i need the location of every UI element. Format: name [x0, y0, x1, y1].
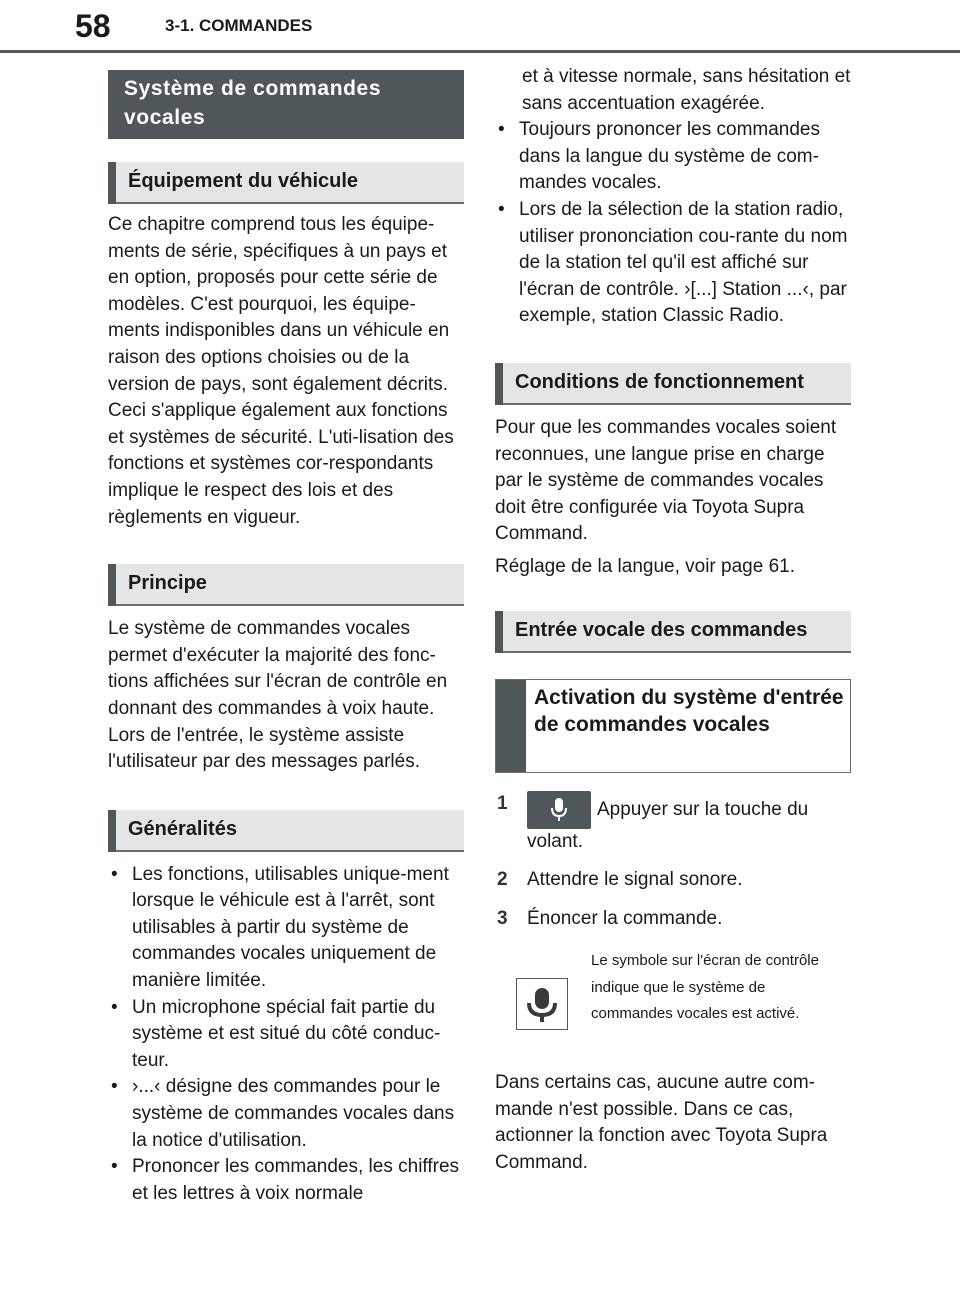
list-item: • Un microphone spécial fait partie du système et est situé du côté conduc-teur. — [108, 995, 464, 1075]
section-title: Système de commandes vocales — [108, 70, 464, 139]
step-item — [495, 906, 851, 933]
list-item: • Prononcer les commandes, les chiffres et les lettres à voix normale — [108, 1154, 464, 1207]
step-number: 1 — [497, 792, 508, 814]
box-accent-bar — [496, 680, 526, 772]
heading-conditions: Conditions de fonctionnement — [495, 363, 851, 405]
page-number: 58 — [75, 8, 111, 44]
step-text: Énoncer la commande. — [527, 907, 723, 929]
heading-equipment: Équipement du véhicule — [108, 162, 464, 204]
bullet-continuation: et à vitesse normale, sans hésitation et sans accentuation exagérée. — [522, 66, 851, 114]
chapter-title: 3-1. COMMANDES — [165, 16, 313, 35]
step-text: Appuyer sur la touche du volant. — [527, 798, 809, 852]
right-bullet-list — [495, 117, 851, 330]
general-bullet-list — [108, 862, 464, 1208]
note-text: Le symbole sur l'écran de contrôle indique que le système de commandes vocales est activé. — [591, 952, 819, 1023]
note-block — [495, 948, 851, 1060]
list-item: • Lors de la sélection de la station radio, utiliser prononciation cou-rante du nom de la station tel qu'il est affiché sur l'écran de contrôle. ›[...] Station ...‹, par exemple, station Classic Radio. — [495, 197, 851, 330]
left-column — [108, 70, 464, 1207]
step-item — [495, 791, 851, 856]
step-text: Attendre le signal sonore. — [527, 869, 743, 891]
heading-principle: Principe — [108, 564, 464, 606]
equipment-text: Ce chapitre comprend tous les équipe-ments de série, spécifiques à un pays et en option, proposés pour cette série de modèles. C'est pourquoi, les équipe-ments indisponibles dans un véhicule en raison des options choisies ou de la version de pays, sont également décrits. Ceci s'applique également aux fonctions et systèmes de sécurité. L'uti-lisation des fonctions et systèmes cor-respondants implique le respect des lois et des règlements en vigueur. — [108, 214, 454, 528]
activation-heading: Activation du système d'entrée de commandes vocales — [534, 685, 844, 736]
steps-list — [495, 791, 851, 933]
heading-voice-input: Entrée vocale des commandes — [495, 611, 851, 653]
step-number: 3 — [497, 907, 508, 929]
step-item — [495, 867, 851, 894]
microphone-symbol-icon — [516, 978, 568, 1030]
principle-text: Le système de commandes vocales permet d'exécuter la majorité des fonc-tions affichées sur l'écran de contrôle en donnant des commandes à voix haute. Lors de l'entrée, le système assiste l'utilisateur par des messages parlés. — [108, 618, 448, 773]
list-item: • Toujours prononcer les commandes dans la langue du système de com-mandes vocales. — [495, 117, 851, 197]
header-divider — [0, 50, 960, 53]
list-item: • Les fonctions, utilisables unique-ment lorsque le véhicule est à l'arrêt, sont utilisables à partir du système de commandes vocales uniquement de manière limitée. — [108, 862, 464, 995]
heading-activation-box — [495, 679, 851, 773]
microphone-key-icon — [527, 791, 591, 829]
conditions-text: Pour que les commandes vocales soient reconnues, une langue prise en charge par le système de commandes vocales doit être configurée via Toyota Supra Command. — [495, 416, 837, 545]
list-item: • ›...‹ désigne des commandes pour le système de commandes vocales dans la notice d'utilisation. — [108, 1074, 464, 1154]
heading-general: Généralités — [108, 810, 464, 852]
step-number: 2 — [497, 869, 508, 891]
right-column — [495, 64, 851, 1177]
language-reference: Réglage de la langue, voir page 61. — [495, 555, 796, 577]
closing-text: Dans certains cas, aucune autre com-mande n'est possible. Dans ce cas, actionner la fonction avec Toyota Supra Command. — [495, 1072, 828, 1174]
